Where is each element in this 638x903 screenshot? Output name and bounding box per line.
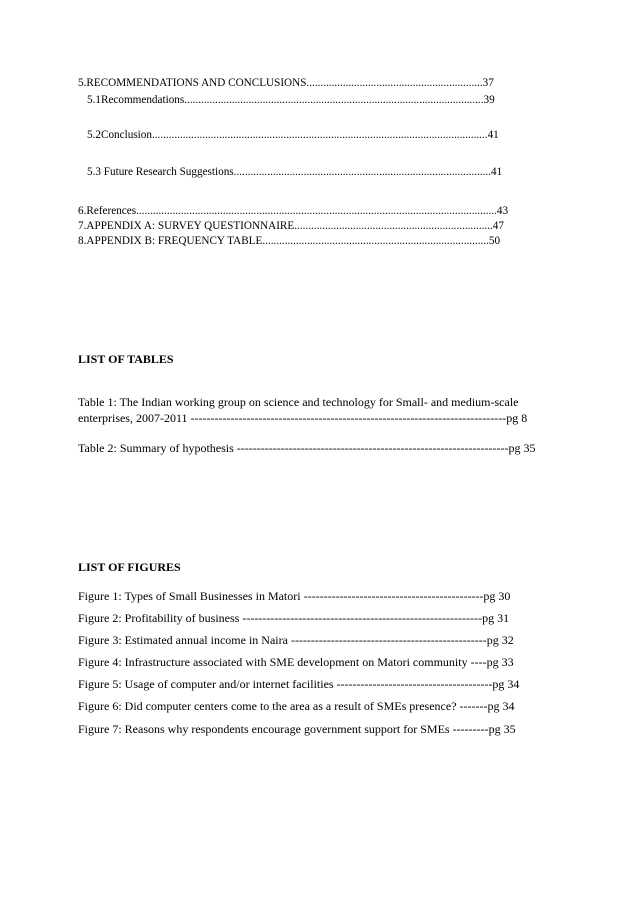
- toc-entry: 7.APPENDIX A: SURVEY QUESTIONNAIRE.......................................................................47: [78, 220, 504, 232]
- toc-entry: 5.1Recommendations...........................................................................................................39: [87, 94, 495, 106]
- figure-entry: Figure 3: Estimated annual income in Naira -------------------------------------------------pg 32: [78, 633, 514, 647]
- toc-entry: 6.References.................................................................................................................................43: [78, 205, 509, 217]
- figure-entry: Figure 1: Types of Small Businesses in Matori ---------------------------------------------pg 30: [78, 589, 511, 603]
- toc-entry: 5.3 Future Research Suggestions............................................................................................41: [87, 166, 503, 178]
- table-entry: Table 1: The Indian working group on science and technology for Small- and medium-scale: [78, 395, 519, 409]
- toc-entry: 8.APPENDIX B: FREQUENCY TABLE.................................................................................50: [78, 235, 501, 247]
- figure-entry: Figure 5: Usage of computer and/or internet facilities ---------------------------------------pg 34: [78, 677, 520, 691]
- table-entry: Table 2: Summary of hypothesis --------------------------------------------------------------------pg 35: [78, 441, 536, 455]
- toc-entry: 5.2Conclusion........................................................................................................................41: [87, 129, 499, 141]
- figure-entry: Figure 7: Reasons why respondents encourage government support for SMEs ---------pg 35: [78, 722, 516, 736]
- figure-entry: Figure 2: Profitability of business ------------------------------------------------------------pg 31: [78, 611, 510, 625]
- figure-entry: Figure 4: Infrastructure associated with SME development on Matori community ----pg 33: [78, 655, 514, 669]
- table-entry-continuation: enterprises, 2007-2011 -------------------------------------------------------------------------------pg 8: [78, 411, 528, 425]
- toc-entry: 5.RECOMMENDATIONS AND CONCLUSIONS...............................................................37: [78, 77, 494, 89]
- figure-entry: Figure 6: Did computer centers come to the area as a result of SMEs presence? -------pg 34: [78, 699, 515, 713]
- list-of-tables-heading: LIST OF TABLES: [78, 352, 174, 366]
- list-of-figures-heading: LIST OF FIGURES: [78, 560, 181, 574]
